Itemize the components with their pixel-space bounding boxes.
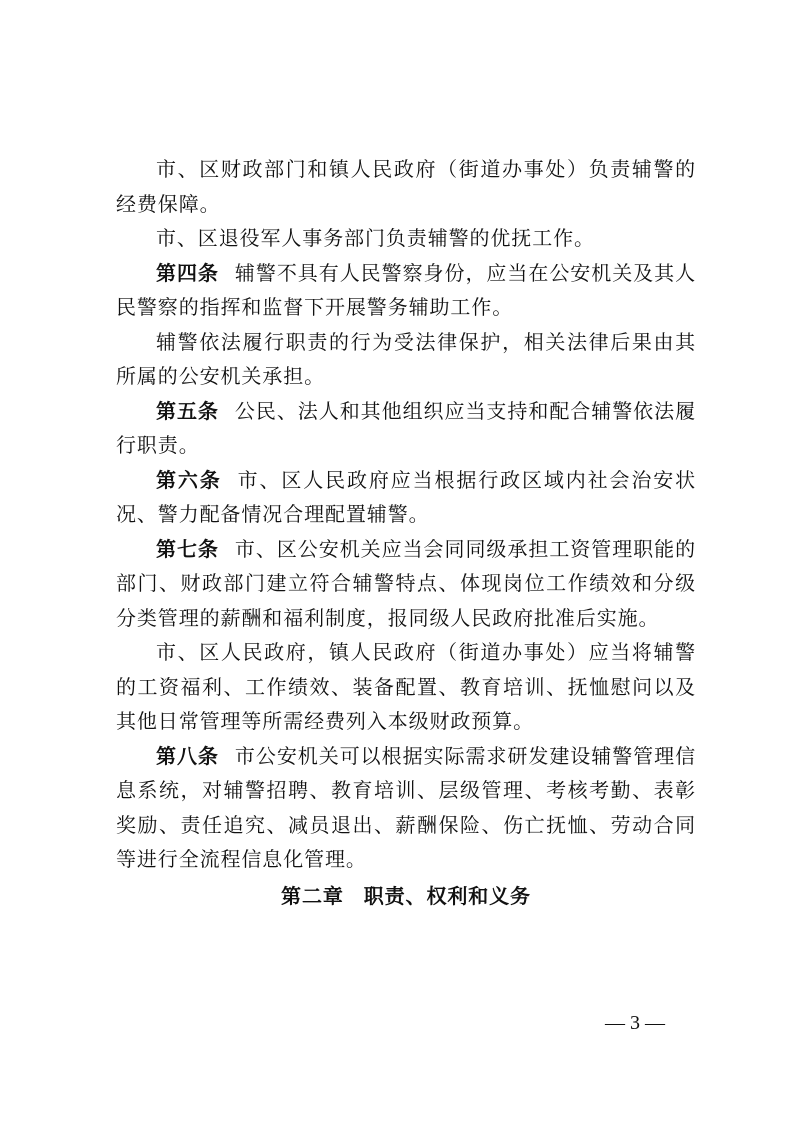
page-number: — 3 — — [605, 1012, 665, 1034]
chapter-heading — [116, 879, 696, 914]
article-6 — [116, 463, 696, 532]
paragraph-8 — [116, 635, 696, 739]
paragraph-text: 市、区人民政府应当根据行政区域内社会治安状况、警力配备情况合理配置辅警。 — [116, 467, 696, 526]
paragraph-text: 市、区公安机关应当会同同级承担工资管理职能的部门、财政部门建立符合辅警特点、体现岗位工作绩效和分级分类管理的薪酬和福利制度，报同级人民政府批准后实施。 — [116, 536, 696, 630]
article-label: 第四条 — [156, 260, 219, 285]
paragraph-text: 市公安机关可以根据实际需求研发建设辅警管理信息系统，对辅警招聘、教育培训、层级管理、考核考勤、表彰奖励、责任追究、减员退出、薪酬保险、伤亡抚恤、劳动合同等进行全流程信息化管理。 — [116, 743, 696, 871]
document-body — [116, 152, 696, 913]
paragraph-4 — [116, 325, 696, 394]
article-label: 第七条 — [156, 536, 219, 561]
paragraph-text: 辅警不具有人民警察身份，应当在公安机关及其人民警察的指挥和监督下开展警务辅助工作。 — [116, 260, 696, 319]
paragraph-text: 辅警依法履行职责的行为受法律保护，相关法律后果由其所属的公安机关承担。 — [116, 329, 696, 388]
paragraph-2 — [116, 221, 696, 256]
paragraph-text: 市、区财政部门和镇人民政府（街道办事处）负责辅警的经费保障。 — [116, 157, 696, 216]
paragraph-1 — [116, 152, 696, 221]
chapter-title: 职责、权利和义务 — [363, 883, 531, 908]
article-4 — [116, 256, 696, 325]
paragraph-text: 市、区退役军人事务部门负责辅警的优抚工作。 — [156, 226, 595, 250]
article-8 — [116, 739, 696, 877]
paragraph-text: 公民、法人和其他组织应当支持和配合辅警依法履行职责。 — [116, 398, 696, 457]
article-label: 第五条 — [156, 398, 219, 423]
article-5 — [116, 394, 696, 463]
article-label: 第八条 — [156, 743, 219, 768]
article-label: 第六条 — [156, 467, 222, 492]
paragraph-text: 市、区人民政府，镇人民政府（街道办事处）应当将辅警的工资福利、工作绩效、装备配置、教育培训、抚恤慰问以及其他日常管理等所需经费列入本级财政预算。 — [116, 640, 696, 733]
chapter-number: 第二章 — [281, 883, 344, 908]
article-7 — [116, 532, 696, 636]
